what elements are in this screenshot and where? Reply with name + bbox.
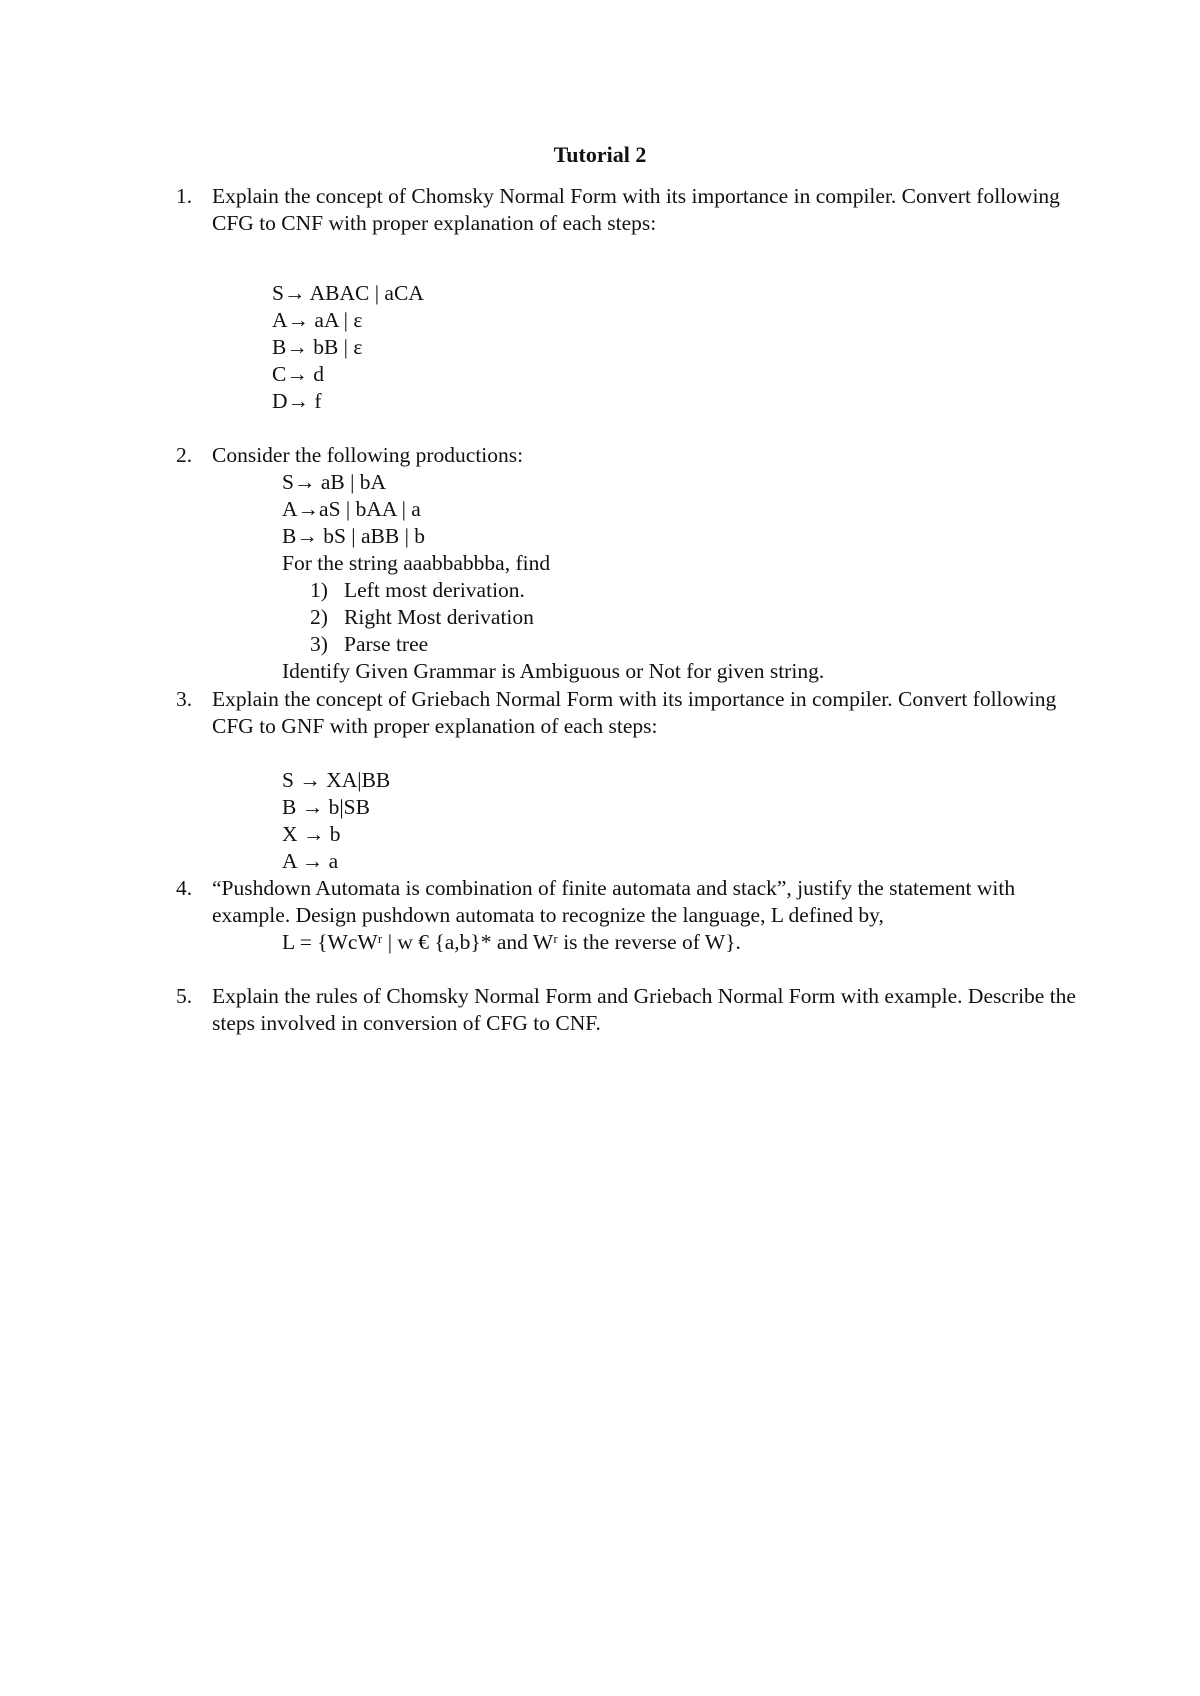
production: A→ aA | ε <box>272 308 363 332</box>
subitem-text: Parse tree <box>344 632 429 656</box>
page-title: Tutorial 2 <box>553 142 647 167</box>
subitem-3 <box>310 631 428 658</box>
subitem-number: 2) <box>310 605 328 629</box>
question-4 <box>176 875 1096 929</box>
language-definition: L = {WcWʳ | w € {a,b}* and Wʳ is the reverse of W}. <box>282 930 741 954</box>
subitem-number: 3) <box>310 632 328 656</box>
subitem-text: Right Most derivation <box>344 605 534 629</box>
question-5 <box>176 983 1076 1037</box>
production: A→aS | bAA | a <box>282 497 421 521</box>
question-number: 5. <box>176 984 193 1008</box>
production: S → XA|BB <box>282 768 391 792</box>
question-text: Explain the concept of Griebach Normal Form with its importance in compiler. Convert following CFG to GNF with proper explanation of each steps: <box>212 687 1057 738</box>
question-1 <box>176 183 1076 237</box>
string-prompt: For the string aaabbabbba, find <box>282 551 551 575</box>
question-number: 2. <box>176 443 193 467</box>
production: S→ ABAC | aCA <box>272 281 424 305</box>
production: D→ f <box>272 389 322 413</box>
production: B→ bS | aBB | b <box>282 524 426 548</box>
subitem-number: 1) <box>310 578 328 602</box>
production: S→ aB | bA <box>282 470 387 494</box>
question-2 <box>176 442 1076 469</box>
subitem-2 <box>310 604 534 631</box>
question-text: Explain the concept of Chomsky Normal Form with its importance in compiler. Convert following CFG to CNF with proper explanation of each steps: <box>212 184 1060 235</box>
ambiguity-instruction: Identify Given Grammar is Ambiguous or Not for given string. <box>282 659 825 683</box>
question-text: Explain the rules of Chomsky Normal Form and Griebach Normal Form with example. Describe the steps involved in conversion of CFG to CNF. <box>212 984 1076 1035</box>
production: B → b|SB <box>282 795 370 819</box>
subitem-text: Left most derivation. <box>344 578 525 602</box>
subitem-1 <box>310 577 525 604</box>
production-list-1 <box>272 280 424 415</box>
production-list-3 <box>282 767 390 875</box>
question-number: 3. <box>176 687 193 711</box>
production: C→ d <box>272 362 324 386</box>
production: X → b <box>282 822 341 846</box>
question-3 <box>176 686 1076 740</box>
production: B→ bB | ε <box>272 335 363 359</box>
question-text: “Pushdown Automata is combination of finite automata and stack”, justify the statement with example. Design pushdown automata to recognize the language, L defined by, <box>212 876 1016 927</box>
production-list-2 <box>282 469 550 577</box>
question-text: Consider the following productions: <box>212 443 524 467</box>
question-number: 4. <box>176 876 193 900</box>
question-number: 1. <box>176 184 193 208</box>
production: A → a <box>282 849 339 873</box>
